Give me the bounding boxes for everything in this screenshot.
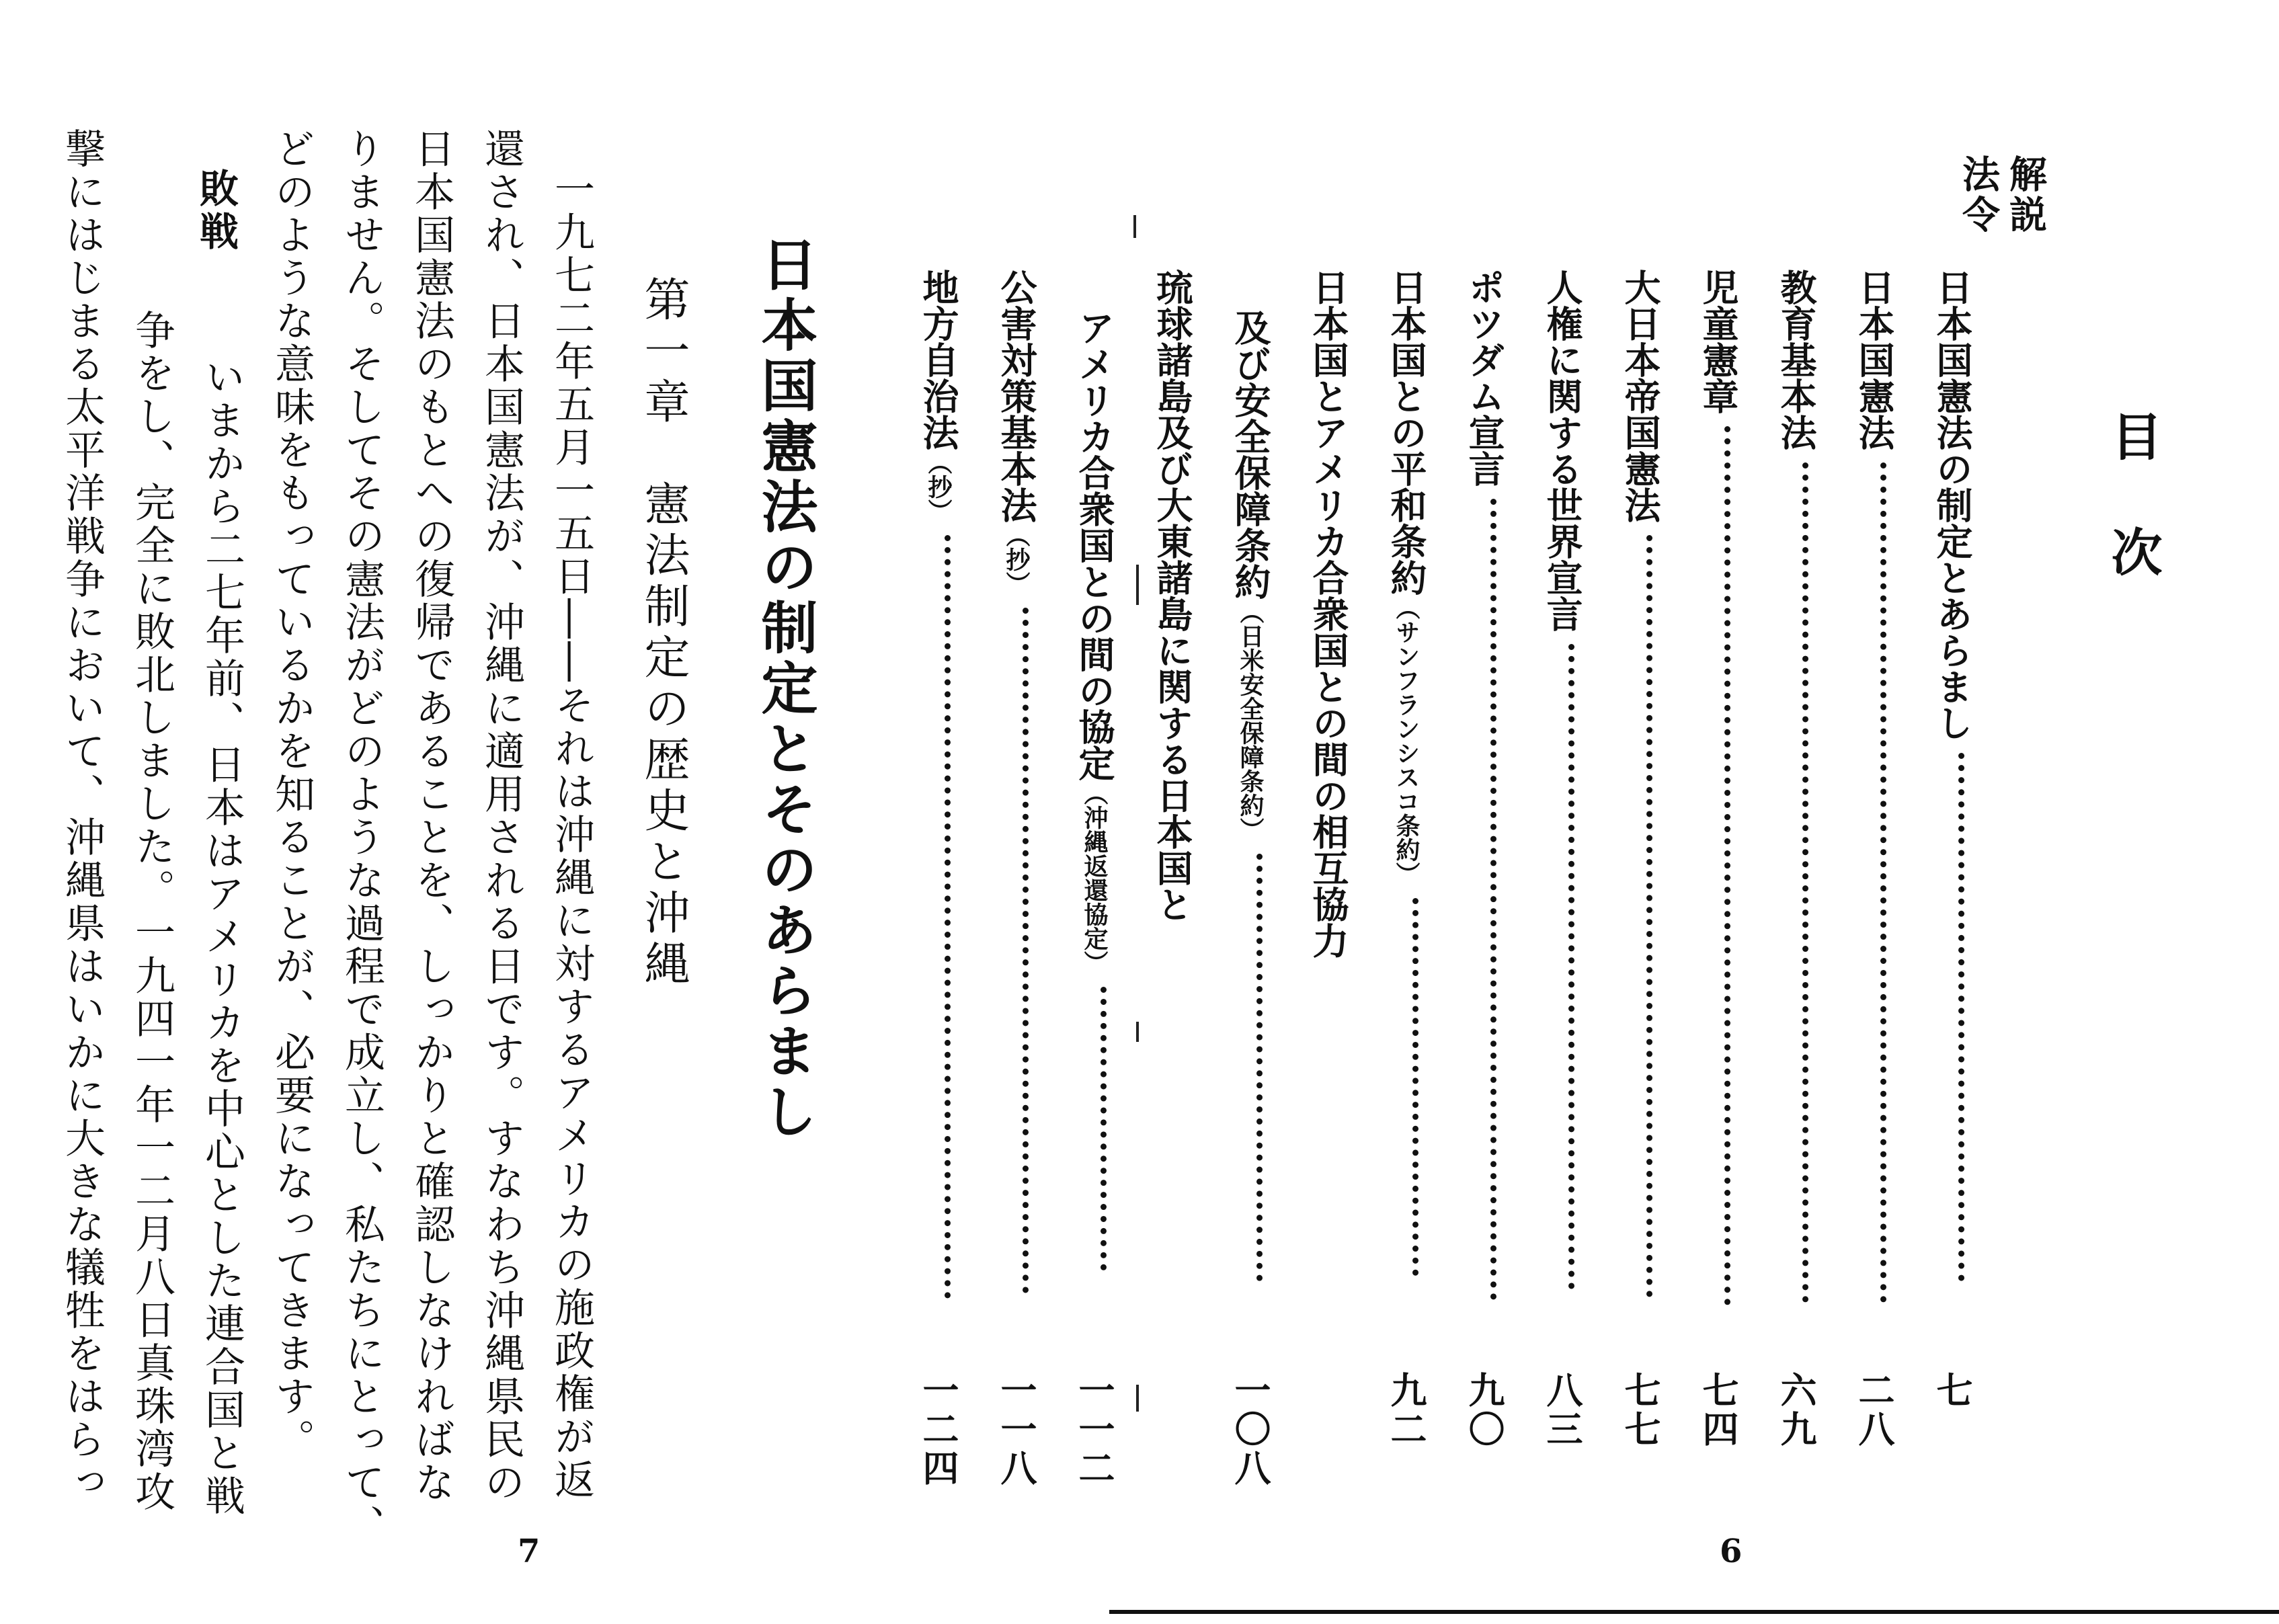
toc-entry-title: 琉球諸島及び大東諸島に関する日本国と bbox=[1151, 269, 1193, 922]
page-number-right: 6 bbox=[1720, 1533, 1743, 1570]
gutter-mark bbox=[1136, 1022, 1139, 1042]
gutter-mark bbox=[1136, 1385, 1139, 1412]
toc-entry-note: （沖縄返還協定） bbox=[1080, 781, 1108, 975]
toc-entry-title: 人権に関する世界宣言 bbox=[1541, 269, 1583, 632]
toc-leader-dots bbox=[1490, 499, 1496, 1300]
toc-entry-page: 七 bbox=[1931, 1371, 1973, 1410]
section-heading: 敗戦 bbox=[193, 168, 239, 254]
page-edge-line bbox=[1109, 1610, 2279, 1614]
toc-entry-title: ポツダム宣言 bbox=[1463, 269, 1505, 487]
toc-leader-dots bbox=[1880, 462, 1886, 1303]
gutter-mark bbox=[1133, 215, 1136, 238]
toc-entry-page: 九〇 bbox=[1463, 1371, 1505, 1449]
page-number-left: 7 bbox=[518, 1533, 541, 1570]
toc-entry-page: 八三 bbox=[1541, 1371, 1583, 1449]
toc-entry-page: 一一二 bbox=[1073, 1371, 1115, 1488]
toc-entry-page: 一〇八 bbox=[1229, 1371, 1271, 1488]
toc-entry-title: 日本国とアメリカ合衆国との間の相互協力 bbox=[1307, 269, 1349, 959]
article-title: 日本国憲法の制定とそのあらまし bbox=[752, 235, 818, 1143]
gutter-mark bbox=[1136, 565, 1139, 605]
toc-entry bbox=[1385, 269, 1427, 1465]
toc-entry bbox=[1073, 309, 1115, 1488]
toc-entry-title: アメリカ合衆国との間の協定 bbox=[1073, 309, 1115, 781]
body-line: 争をし、完全に敗北しました。一九四一年一二月八日真珠湾攻 bbox=[128, 309, 175, 1514]
body-line: 撃にはじまる太平洋戦争において、沖縄県はいかに大きな犠牲をはらっ bbox=[58, 128, 106, 1504]
body-line: りません。そしてその憲法がどのような過程で成立し、私たちにとって、 bbox=[338, 128, 385, 1547]
toc-entry-page: 九二 bbox=[1385, 1371, 1427, 1449]
toc-entry bbox=[1697, 269, 1739, 1465]
toc-entry-title: 公害対策基本法 bbox=[995, 269, 1037, 523]
toc-group-label-laws: 法令 bbox=[1956, 155, 2000, 235]
toc-leader-dots bbox=[1412, 898, 1418, 1276]
body-line: いまから二七年前、日本はアメリカを中心とした連合国と戦 bbox=[198, 356, 245, 1518]
toc-entry bbox=[1229, 309, 1271, 1488]
toc-entry-title: 児童憲章 bbox=[1697, 269, 1739, 414]
toc-entry-note: （日米安全保障条約） bbox=[1236, 600, 1264, 842]
toc-entry bbox=[1775, 269, 1817, 1465]
toc-leader-dots bbox=[1802, 462, 1808, 1303]
toc-leader-dots bbox=[1958, 753, 1964, 1281]
toc-entry bbox=[1931, 269, 1973, 1465]
toc-entry-title: 地方自治法 bbox=[917, 269, 959, 450]
toc-entry-title: 及び安全保障条約 bbox=[1229, 309, 1271, 600]
left-page bbox=[0, 0, 1129, 1624]
toc-entry bbox=[995, 269, 1037, 1488]
toc-entry-page: 六九 bbox=[1775, 1371, 1817, 1449]
body-line: 一九七二年五月一五日――それは沖縄に対するアメリカの施政権が返 bbox=[548, 168, 595, 1502]
toc-group-label-commentary: 解説 bbox=[2003, 155, 2047, 235]
body-line: 還され、日本国憲法が、沖縄に適用される日です。すなわち沖縄県民の bbox=[478, 128, 525, 1504]
toc-entry-title: 日本国との平和条約 bbox=[1385, 269, 1427, 596]
body-line: どのような意味をもっているかを知ることが、必要になってきます。 bbox=[268, 128, 315, 1461]
toc-entry bbox=[917, 269, 959, 1488]
toc-entry-note: （サンフランシスコ条約） bbox=[1392, 596, 1420, 886]
toc-leader-dots bbox=[945, 535, 951, 1299]
toc-entry-title: 大日本帝国憲法 bbox=[1619, 269, 1661, 523]
toc-leader-dots bbox=[1568, 644, 1574, 1289]
toc-entry-page: 七四 bbox=[1697, 1371, 1739, 1449]
toc-entry bbox=[1853, 269, 1895, 1465]
toc-entry-note: （抄） bbox=[924, 450, 952, 523]
toc-entry-title: 教育基本法 bbox=[1775, 269, 1817, 450]
toc-entry bbox=[1541, 269, 1583, 1465]
toc-entry-page: 七七 bbox=[1619, 1371, 1661, 1449]
body-line: 日本国憲法のもとへの復帰であることを、しっかりと確認しなければな bbox=[408, 128, 455, 1504]
toc-leader-dots bbox=[1724, 426, 1730, 1305]
chapter-heading: 第一章 憲法制定の歴史と沖縄 bbox=[637, 276, 690, 991]
toc-entry-page: 二八 bbox=[1853, 1371, 1895, 1449]
right-page bbox=[917, 0, 2279, 1624]
toc-entry bbox=[1151, 269, 1193, 1465]
toc-leader-dots bbox=[1023, 608, 1029, 1293]
toc-entry-title: 日本国憲法の制定とあらまし bbox=[1931, 269, 1973, 741]
toc-heading: 目 次 bbox=[2103, 410, 2163, 583]
toc-entry-note: （抄） bbox=[1002, 523, 1030, 596]
toc-entry bbox=[1619, 269, 1661, 1465]
toc-leader-dots bbox=[1646, 535, 1652, 1297]
toc-entry bbox=[1463, 269, 1505, 1465]
toc-entry-title: 日本国憲法 bbox=[1853, 269, 1895, 450]
toc-leader-dots bbox=[1101, 987, 1107, 1270]
toc-entry-page: 一一八 bbox=[995, 1371, 1037, 1488]
toc-entry bbox=[1307, 269, 1349, 1465]
toc-leader-dots bbox=[1256, 854, 1263, 1281]
toc-entry-page: 一二四 bbox=[917, 1371, 959, 1488]
